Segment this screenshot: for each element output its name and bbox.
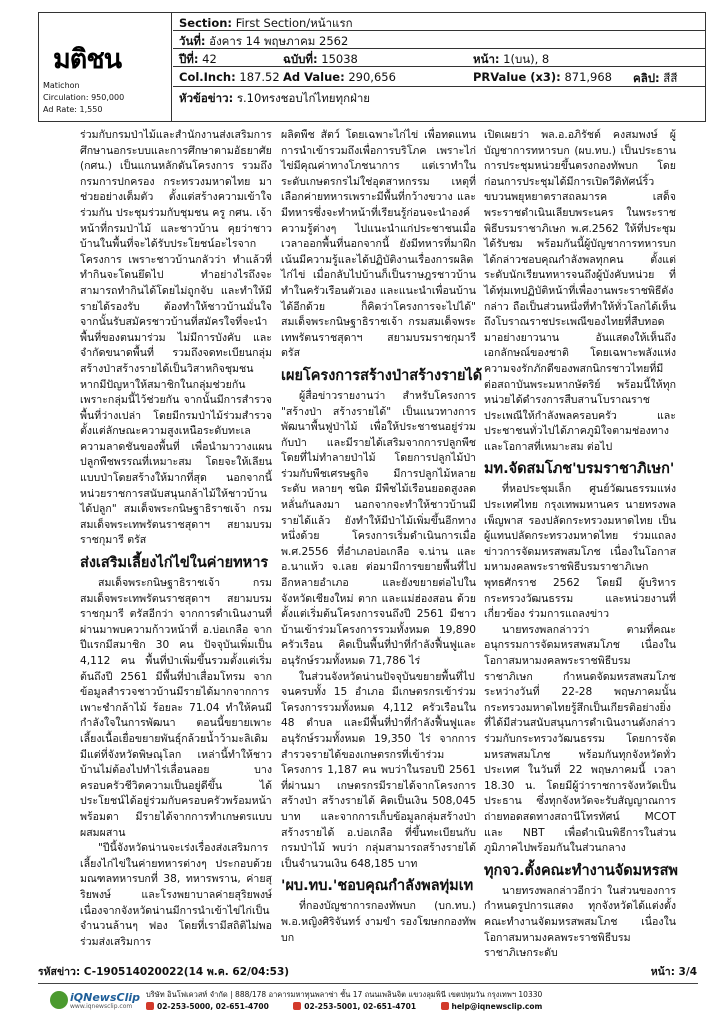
paragraph: สมเด็จพระกนิษฐาธิราชเจ้า กรมสมเด็จพระเทพรัตนราชสุดาฯ สยามบรมราชกุมารี ตรัสอีกว่า จากการดำเนินงานที่ผ่านมาพบความก้าวหน้าที่ อ.บ่อเกลือ จากปีแรกมีสมาชิก 30 คน ปัจจุบันเพิ่มเป็น 4,112 คน พื้นที่ป่าเพิ่มขึ้นรวมตั้งแต่เริ่มต้นถึงปี 2561 มีพื้นที่ป่าเสื่อมโทรม จากข้อมูลสำรวจชาวบ้านมีรายได้มากจากการเพาะชำกล้าไม้ ร้อยละ 71.04 ทำให้คนมีกำลังใจในการพัฒนา ตอนนี้ขยายเพาะเลี้ยงเนื้อเยื่อขยายพันธุ์กล้วยน้ำว้ามะลิเดิมมีแต่ที่จังหวัดพิษณุโลก เหล่านี้ทำให้ชาวบ้านไม่ต้องไปทำไร่เลื่อนลอย บางครอบครัวชีวิตความเป็นอยู่ดีขึ้น ได้ประโยชน์ได้อยู่ร่วมกับครอบครัวพร้อมหน้าพร้อมตา มีรายได้จากการทำเกษตรแบบผสมผสาน [80,577,272,839]
paragraph: "ปีนี้จังหวัดน่านจะเร่งเรื่องส่งเสริมการเลี้ยงไก่ไข่ในค่ายทหารต่างๆ ประกอบด้วย มณฑลทหารบกที่ 38, ทหารพราน, ค่ายสุริยพงษ์ และโรงพยาบาลค่ายสุริยพงษ์ เนื่องจากจังหวัดน่านมีการนำเข้าไข่ไก่เป็นจำนวนล้านๆ ฟอง โดยที่เรามีสถิติไม่พอ ร่วมส่งเสริมการ [80,842,272,948]
clipping-header [38,12,706,122]
publication-block [39,13,172,121]
article-column-2 [281,128,483,946]
issue: ฉบับที่: 15038 [283,52,358,66]
subheading-egg-chicken: ส่งเสริมเลี้ยงไก่ไข่ในค่ายทหาร [80,555,269,572]
contact-info [146,1002,564,1011]
phone: 02-253-5000, 02-651-4700 [146,1002,269,1011]
ad-rate: Ad Rate: 1,550 [43,105,103,114]
email-icon [441,1002,449,1010]
pr-value: PRValue (x3): 871,968 [473,70,612,84]
phone-icon [146,1002,154,1010]
paragraph: ในส่วนจังหวัดน่านปัจจุบันขยายพื้นที่ไปจนครบทั้ง 15 อำเภอ มีเกษตรกรเข้าร่วมโครงการรวมทั้งหมด 4,112 ครัวเรือนใน 48 ตำบล และมีพื้นที่ป่าที่กำลังฟื้นฟูและอนุรักษ์รวมทั้งหมด 19,350 ไร่ จากการสำรวจรายได้ของเกษตรกรที่เข้าร่วมโครงการ 1,187 คน พบว่าในรอบปี 2561 ที่ผ่านมา เกษตรกรมีรายได้จากโครงการสร้างป่า สร้างรายได้ คิดเป็นเงิน 508,045 บาท และจากการเก็บข้อมูลกลุ่มสร้างป่า สร้างรายได้ อ.บ่อเกลือ ที่ขึ้นทะเบียนกับกรมป่าไม้ พบว่า กลุ่มสามารถสร้างรายได้เป็นจำนวนเงิน 648,185 บาท [281,670,476,870]
paragraph: ที่หอประชุมเล็ก ศูนย์วัฒนธรรมแห่งประเทศไทย กรุงเทพมหานคร นายทรงพล เพ็ญพาส รองปลัดกระทรวงมหาดไทย เป็นผู้แทนปลัดกระทรวงมหาดไทย ร่วมแถลงข่าวการจัดมหรสพสมโภช เนื่องในโอกาสมหามงคลพระราชพิธีบรมราชาภิเษก พุทธศักราช 2562 โดยมี ผู้บริหารกระทรวงวัฒนธรรม และหน่วยงานที่เกี่ยวข้อง ร่วมการแถลงข่าว [484,483,676,621]
footer-bar [38,983,698,1017]
iqnewsclip-mark-icon [50,991,68,1009]
circulation: Circulation: 950,000 [43,93,125,102]
matichon-logo: มติชน [53,44,122,75]
article-column-3 [484,128,676,962]
publication-name: Matichon [43,81,80,90]
ad-value: Ad Value: 290,656 [283,70,396,84]
paragraph: นายทรงพลกล่าวว่า ตามที่คณะอนุกรรมการจัดมหรสพสมโภช เนื่องในโอกาสมหามงคลพระราชพิธีบรมราชาภิเษก กำหนดจัดมหรสพสมโภช ระหว่างวันที่ 22-28 พฤษภาคมนั้น กระทรวงมหาดไทยรู้สึกเป็นเกียรติอย่างยิ่งที่ได้มีส่วนสนับสนุนการดำเนินงานดังกล่าวร่วมกับกระทรวงวัฒนธรรม โดยการจัดมหรสพสมโภช พร้อมกันทุกจังหวัดทั่วประเทศ ในวันที่ 22 พฤษภาคมนี้ เวลา 18.30 น. โดยมีผู้ว่าราชการจังหวัดเป็นประธาน ซึ่งทุกจังหวัดจะรับสัญญาณการถ่ายทอดสดทางสถานีโทรทัศน์ MCOT และ NBT เพื่อดำเนินพิธีการในส่วนภูมิภาคไปพร้อมกันในส่วนกลาง [484,623,676,855]
paragraph: ที่กองบัญชาการกองทัพบก (บก.ทบ.) พ.อ.หญิงศิริจันทร์ งามขำ รองโฆษกกองทัพบก [281,900,476,944]
clip-color: คลิป: สีสี [633,71,678,85]
year: ปีที่: 42 [179,52,217,66]
headline: หัวข้อข่าว: ร.10ทรงชอบไก่ไทยทุกฝ่าย [179,91,371,105]
subheading-committee: ทุกจว.ตั้งคณะทำงานจัดมหรสพ [484,862,678,879]
fax-icon [293,1002,301,1010]
news-id: รหัสข่าว: C-190514020022(14 พ.ค. 62/04:53) [38,966,290,978]
paragraph: ร่วมกับกรมป่าไม้และสำนักงานส่งเสริมการศึกษานอกระบบและการศึกษาตามอัธยาศัย (กศน.) เป็นแกนหลักดันโครงการ รวมถึงกรมการปกครอง กระทรวงมหาดไทย มาช่วยอย่างเต็มตัว ตั้งแต่สร้างความเข้าใจร่วมกัน ประชุมร่วมกับชุมชน ครู กศน. เจ้าหน้าที่กรมป่าไม้ และชาวบ้าน คุยว่าชาวบ้านในพื้นที่จะได้รับประโยชน์อะไรจากโครงการ เพราะชาวบ้านกลัวว่า ทำแล้วที่ทำกินจะโดนยึดไป ทำอย่างไรถึงจะสามารถทำกินได้โดยไม่ถูกจับ และทำให้มีรายได้รองรับ ต้องทำให้ชาวบ้านมั่นใจ จากนั้นรับสมัครชาวบ้านที่สมัครใจที่จะนำพื้นที่ของตนมาร่วม ไม่มีการบังคับ และจำกัดขนาดพื้นที่ รวมถึงจดทะเบียนกลุ่มสร้างป่าสร้างรายได้เป็นวิสาหกิจชุมชน หากมีปัญหาให้สมาชิกในกลุ่มช่วยกัน เพราะกลุ่มนี้ไว้ช่วยกัน จากนั้นมีการสำรวจพื้นที่ว่างเปล่า โดยมีกรมป่าไม้ร่วมสำรวจตั้งแต่ลักษณะความสูงเหนือระดับทะเล ความลาดชันของพื้นที่ เพื่อนำมาวางแผนปลูกพืชพรรณที่เหมาะสม โดยจะให้เลียนแบบป่าโดยสร้างให้มากที่สุด นอกจากนี้ หน่วยราชการสนับสนุนกล้าไม้ให้ชาวบ้านได้ปลูก" สมเด็จพระกนิษฐาธิราชเจ้า กรมสมเด็จพระเทพรัตนราชสุดาฯ สยามบรมราชกุมารี ตรัส [80,129,272,547]
page-number: หน้า: 1(บน), 8 [473,52,550,66]
paragraph: ผลิตพืช สัตว์ โดยเฉพาะไก่ไข่ เพื่อทดแทนการนำเข้ารวมถึงเพื่อการบริโภค เพราะไก่ไข่มีคุณค่าทางโภชนาการ แต่เราทำในระดับเกษตรกรไม่ใช่อุตสาหกรรม เหตุที่เลือกค่ายทหารเพราะมีพื้นที่กว้างขวาง และมีทหารซึ่งจะทำหน้าที่เรียนรู้ก่อนจะนำองค์ความรู้ต่างๆ ไปแนะนำแก่ประชาชนเมื่อเวลาออกพื้นที่นอกจากนี้ ยังมีทหารที่มาฝึกเน้นมีความรู้และได้ปฏิบัติงานเรื่องการผลิตไก่ไข่ เมื่อกลับไปบ้านก็เป็นราษฎรชาวบ้าน ทำในครัวเรือนตัวเอง และแนะนำเพื่อนบ้านได้อีกด้วย ก็คิดว่าโครงการจะไปได้" สมเด็จพระกนิษฐาธิราชเจ้า กรมสมเด็จพระเทพรัตนราชสุดาฯ สยามบรมราชกุมารี ตรัส [281,129,476,360]
article-column-1 [80,128,272,950]
fax: 02-253-5001, 02-651-4701 [293,1002,416,1011]
paragraph: เปิดเผยว่า พล.อ.อภิรัชต์ คงสมพงษ์ ผู้บัญชาการทหารบก (ผบ.ทบ.) เป็นประธานการประชุมหน่วยขึ้นตรงกองทัพบก โดยก่อนการประชุมได้มีการเปิดวีดิทัศน์ริ้วขบวนพยุหยาตราสถลมารค เสด็จพระราชดำเนินเลียบพระนคร ในพระราชพิธีบรมราชาภิเษก พ.ศ.2562 ให้ที่ประชุมได้รับชม พร้อมกันนี้ผู้บัญชาการทหารบกได้กล่าวชอบคุณกำลังพลทุกคน ตั้งแต่ระดับนักเรียนทหารจนถึงผู้บังคับหน่วย ที่ได้ทุ่มเทปฏิบัติหน้าที่เพื่องานพระราชพิธีดังกล่าว ถือเป็นส่วนหนึ่งที่ทำให้ทั่วโลกได้เห็นถึงโบราณราชประเพณีของไทยที่สืบทอดมาอย่างยาวนาน อันแสดงให้เห็นถึงเอกลักษณ์ของชาติ โดยเฉพาะพลังแห่งความจงรักภักดีของพสกนิกรชาวไทยที่มีต่อสถาบันพระมหากษัตริย์ พร้อมนี้ให้ทุกหน่วยได้ดำรงการสืบสานโบราณราชประเพณีให้กำลังพลครอบครัว และประชาชนทั่วไปได้ภาคภูมิใจตามช่องทางและโอกาสที่เหมาะสม ต่อไป [484,129,676,453]
subheading-celebration: มท.จัดสมโภช'บรมราชาภิเษก' [484,461,675,478]
subheading-army-chief: 'ผบ.ทบ.'ชอบคุณกำลังพลทุ่มเท [281,878,474,895]
clipping-meta [173,13,705,121]
company-address: บริษัท อินโฟเควสท์ จำกัด | 888/178 อาคารมหาทุนพลาซ่า ชั้น 17 ถนนเพลินจิต แขวงลุมพินี เขตปทุมวัน กรุงเทพฯ 10330 [146,990,543,999]
email[interactable]: help@iqnewsclip.com [441,1002,543,1011]
paragraph: นายทรงพลกล่าวอีกว่า ในส่วนของการกำหนดรูปการแสดง ทุกจังหวัดได้แต่งตั้งคณะทำงานจัดมหรสพสมโภช เนื่องในโอกาสมหามงคลพระราชพิธีบรมราชาภิเษกระดับ [484,884,676,960]
subheading-forest-project: เผยโครงการสร้างป่าสร้างรายได้ [281,367,483,384]
section: Section: First Section/หน้าแรก [179,16,353,30]
paragraph: ผู้สื่อข่าวรายงานว่า สำหรับโครงการ "สร้างป่า สร้างรายได้" เป็นแนวทางการพัฒนาพื้นฟูป่าไม้ เพื่อให้ประชาชนอยู่ร่วมกับป่า และมีรายได้เสริมจากการปลูกพืชโดยที่ไม่ทำลายป่าไม้ โดยการปลูกไม้ป่าร่วมกับพืชเศรษฐกิจ มีการปลูกไม้หลายระดับ หลายๆ ชนิด มีพืชไม้เรือนยอดสูงลดหลั่นกันลงมา นอกจากจะทำให้ชาวบ้านมีรายได้แล้ว ยังทำให้มีป่าไม้เพิ่มขึ้นอีกทางหนึ่งด้วย โครงการเริ่มดำเนินการเมื่อ พ.ศ.2556 ที่อำเภอบ่อเกลือ จ.น่าน และ อ.นาแห้ว จ.เลย ต่อมามีการขยายพื้นที่ไปอีกหลายอำเภอ และยังขยายต่อไปในจังหวัดเชียงใหม่ ตาก และแม่ฮ่องสอน ด้วย ตั้งแต่เริ่มต้นโครงการจนถึงปี 2561 มีชาวบ้านเข้าร่วมโครงการรวมทั้งหมด 19,890 ครัวเรือน คิดเป็นพื้นที่ป่าที่กำลังฟื้นฟูและอนุรักษ์รวมทั้งหมด 71,786 ไร่ [281,389,476,667]
col-inch: Col.Inch: 187.52 [179,70,280,84]
page-indicator: หน้า: 3/4 [650,966,697,978]
iqnewsclip-logo: iQNewsClip www.iqnewsclip.com [50,991,134,1011]
date: วันที่: อังคาร 14 พฤษภาคม 2562 [179,34,349,48]
